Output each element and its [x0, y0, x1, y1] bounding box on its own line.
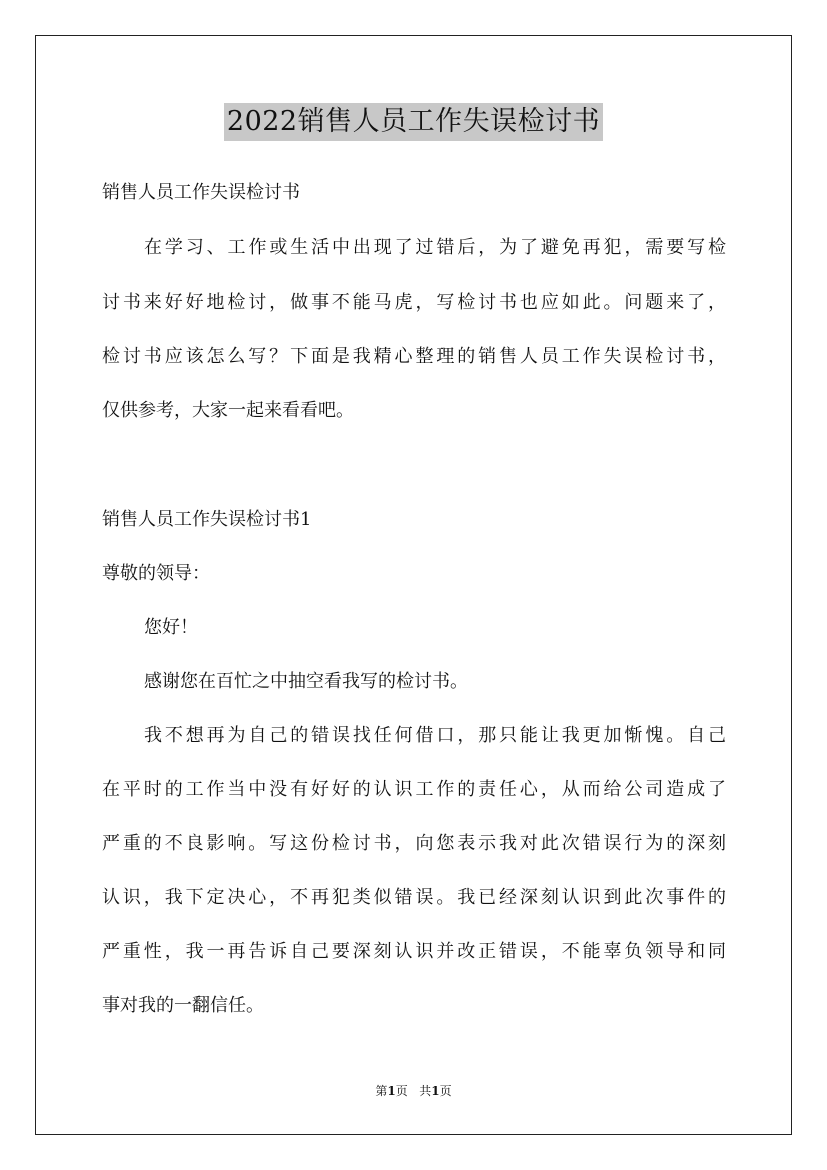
- intro-line: 讨书来好好地检讨，做事不能马虎，写检讨书也应如此。问题来了，: [102, 292, 726, 313]
- document-subtitle: 销售人员工作失误检讨书: [102, 182, 300, 203]
- greeting: 您好！: [144, 617, 198, 638]
- intro-line: 仅供参考，大家一起来看看吧。: [102, 400, 354, 421]
- thanks-line: 感谢您在百忙之中抽空看我写的检讨书。: [144, 671, 468, 692]
- page-number: 1: [387, 1084, 396, 1098]
- total-prefix: 共: [419, 1084, 432, 1098]
- body-line: 我不想再为自己的错误找任何借口，那只能让我更加惭愧。自己: [144, 725, 726, 746]
- intro-line: 检讨书应该怎么写？下面是我精心整理的销售人员工作失误检讨书，: [102, 346, 726, 367]
- body-line: 严重性，我一再告诉自己要深刻认识并改正错误，不能辜负领导和同: [102, 941, 726, 962]
- total-pages: 1: [431, 1084, 440, 1098]
- body-line: 认识，我下定决心，不再犯类似错误。我已经深刻认识到此次事件的: [102, 887, 726, 908]
- total-suffix: 页: [439, 1084, 452, 1098]
- intro-line: 在学习、工作或生活中出现了过错后，为了避免再犯，需要写检: [144, 237, 726, 258]
- page-suffix: 页: [395, 1084, 408, 1098]
- body-line: 事对我的一翻信任。: [102, 995, 264, 1016]
- page-prefix: 第: [375, 1084, 388, 1098]
- section-heading: 销售人员工作失误检讨书1: [102, 509, 312, 530]
- page-footer: [0, 1083, 827, 1099]
- title-container: [0, 103, 827, 141]
- document-title: 2022销售人员工作失误检讨书: [224, 103, 603, 141]
- body-line: 在平时的工作当中没有好好的认识工作的责任心，从而给公司造成了: [102, 779, 726, 800]
- salutation: 尊敬的领导：: [102, 563, 210, 584]
- body-line: 严重的不良影响。写这份检讨书，向您表示我对此次错误行为的深刻: [102, 833, 726, 854]
